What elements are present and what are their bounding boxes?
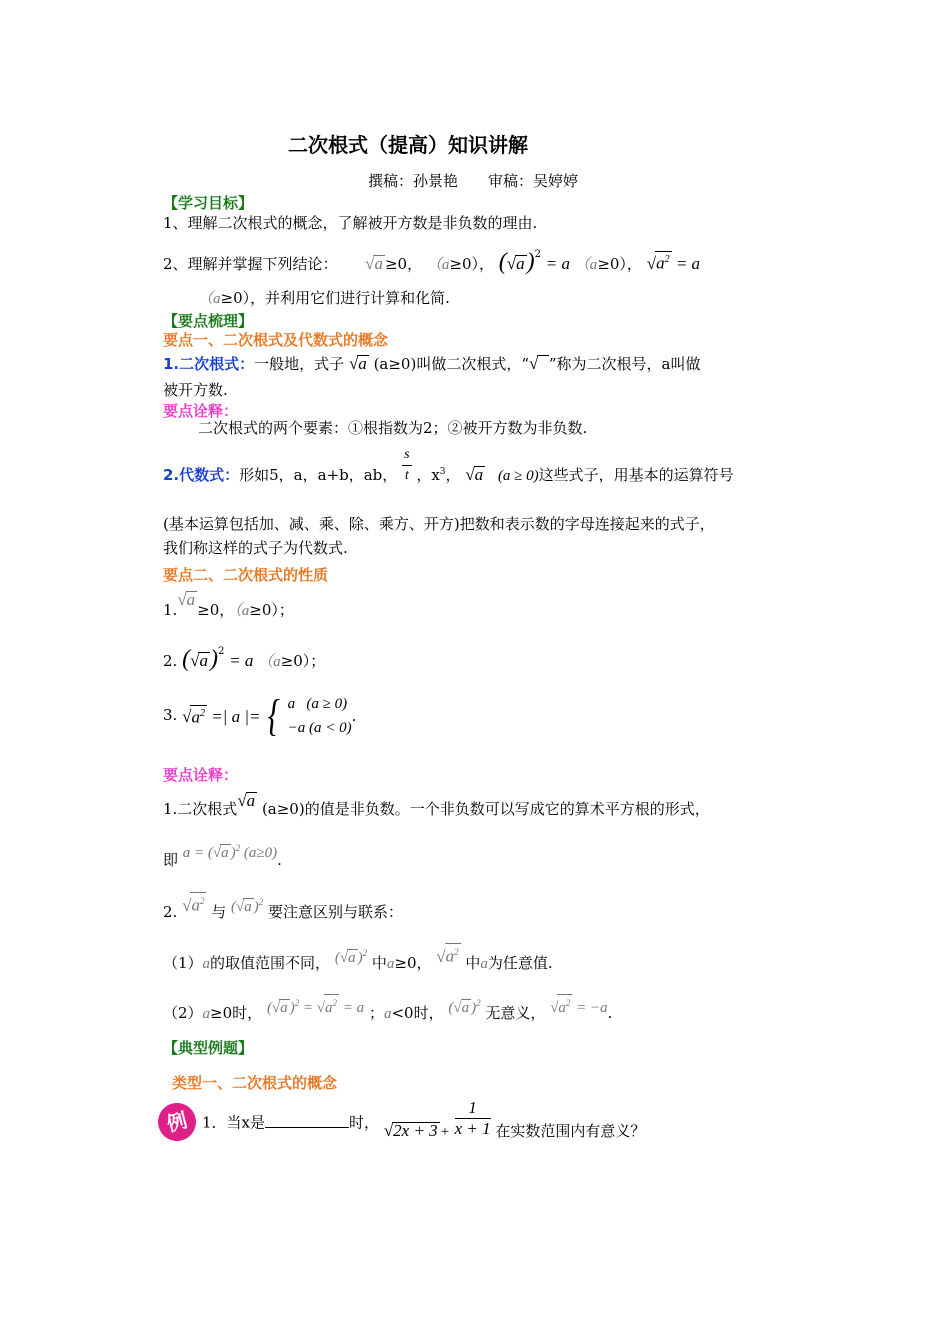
note-two-elements: 二次根式的两个要素：①根指数为2；②被开方数为非负数.	[198, 419, 588, 437]
property-2: 2. $(√a)^2 = a$ （a≥0）；	[163, 646, 326, 672]
heading-typical-examples: 【典型例题】	[163, 1039, 254, 1057]
definition-algebraic-expression-cont1: (基本运算包括加、减、乘、除、乘方、开方)把数和表示数的字母连接起来的式子，	[163, 515, 715, 533]
explanation-3: （1）a的取值范围不同， (√a )$^2$ 中a≥0， $√a^2$ 中a为任意值.	[163, 949, 553, 974]
page-title: 二次根式（提高）知识讲解	[288, 133, 528, 157]
definition-quadratic-radical-cont: 被开方数.	[163, 381, 228, 399]
explanation-4: （2）a≥0时， (√a )$^2 = √a^2 = a$ ；a<0时， (√a )$^2$ 无意义， $√a^2 = -a$.	[163, 999, 612, 1024]
byline: 撰稿：孙景艳 审稿：吴婷婷	[368, 172, 579, 190]
note-label-2: 要点诠释：	[163, 766, 239, 784]
note-label-1: 要点诠释：	[163, 402, 239, 420]
definition-quadratic-radical: 1.二次根式：一般地，式子 √a (a≥0)叫做二次根式，“√ ”称为二次根号，a叫做	[163, 354, 701, 373]
heading-learning-goals: 【学习目标】	[163, 194, 254, 212]
type1-heading: 类型一、二次根式的概念	[172, 1074, 338, 1092]
definition-algebraic-expression-cont2: 我们称这样的式子为代数式.	[163, 539, 348, 557]
example-question-1: 1．当x是 时， √2x + 3 + $\frac{1}{x + 1}$ 在实数范围内有意义？	[202, 1098, 646, 1140]
point1-heading: 要点一、二次根式及代数式的概念	[163, 331, 389, 349]
goal-item-2-cont: （a≥0），并利用它们进行计算和化简.	[198, 289, 450, 307]
point2-heading: 要点二、二次根式的性质	[163, 566, 329, 584]
explanation-1-formula: 即 a = (√a )$^2$ (a≥0).	[163, 843, 282, 869]
goal-item-2: 2、理解并掌握下列结论： √a ≥0， （a≥0）， $(√a)^2 = a$ （a≥0）， $√a^2 = a$	[163, 249, 701, 275]
heading-key-points: 【要点梳理】	[163, 312, 254, 330]
explanation-2: 2. $√a^2$ 与 (√a )$^2$ 要注意区别与联系：	[163, 898, 403, 923]
answer-blank[interactable]	[265, 1113, 349, 1128]
goal-item-1: 1、理解二次根式的概念，了解被开方数是非负数的理由.	[163, 214, 538, 232]
explanation-1: 1.二次根式√a (a≥0)的值是非负数。一个非负数可以写成它的算术平方根的形式，	[163, 791, 710, 818]
property-3: 3. $√a^2$ =| a |= { a (a ≥ 0) −a (a < 0) .	[163, 691, 357, 740]
definition-algebraic-expression: 2.代数式：形如5，a，a+b，ab， $\frac{s}{t}$ ，$x^3$， √a (a ≥ 0)这些式子，用基本的运算符号	[163, 446, 734, 484]
example-badge-icon: 例	[154, 1099, 201, 1146]
property-1: 1.√a≥0，（a≥0）；	[163, 590, 294, 619]
